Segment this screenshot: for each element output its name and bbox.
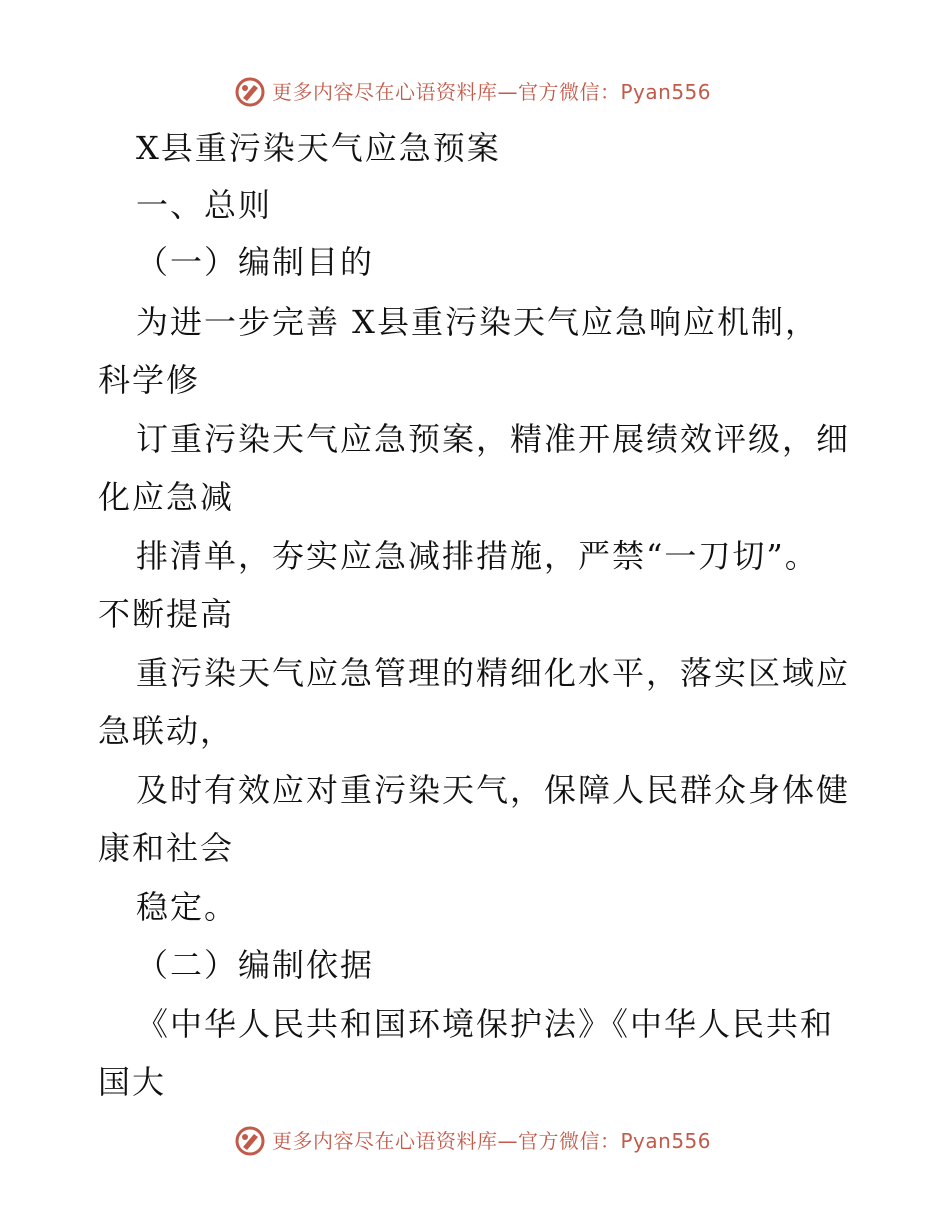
paragraph-line: 为进一步完善 X县重污染天气应急响应机制， xyxy=(136,303,819,341)
paragraph-line: 化应急减 xyxy=(98,478,235,516)
paragraph-line: 及时有效应对重污染天气，保障人民群众身体健 xyxy=(136,771,851,809)
watermark-logo-icon xyxy=(234,76,266,108)
paragraph-line: 不断提高 xyxy=(98,595,235,633)
paragraph-line: 康和社会 xyxy=(98,829,235,867)
watermark-text: 更多内容尽在心语资料库—官方微信：Pyan556 xyxy=(272,1129,712,1153)
section-heading: 一、总则 xyxy=(136,186,273,224)
paragraph-line: 排清单，夯实应急减排措施，严禁“一刀切”。 xyxy=(136,537,819,575)
document-title: X县重污染天气应急预案 xyxy=(136,129,501,167)
watermark-logo-icon xyxy=(234,1125,266,1157)
paragraph-line: 急联动， xyxy=(98,712,235,750)
paragraph-line: 订重污染天气应急预案，精准开展绩效评级，细 xyxy=(136,420,851,458)
paragraph-line: 科学修 xyxy=(98,361,201,399)
subsection-heading: （二）编制依据 xyxy=(136,946,375,984)
paragraph-line: 重污染天气应急管理的精细化水平，落实区域应 xyxy=(136,654,851,692)
watermark-footer xyxy=(0,1121,950,1161)
paragraph-line: 《中华人民共和国环境保护法》《中华人民共和 xyxy=(136,1005,835,1043)
paragraph-line: 稳定。 xyxy=(136,888,239,926)
paragraph-line: 国大 xyxy=(98,1063,167,1101)
watermark-header xyxy=(0,72,950,112)
subsection-heading: （一）编制目的 xyxy=(136,243,375,281)
watermark-text: 更多内容尽在心语资料库—官方微信：Pyan556 xyxy=(272,80,712,104)
